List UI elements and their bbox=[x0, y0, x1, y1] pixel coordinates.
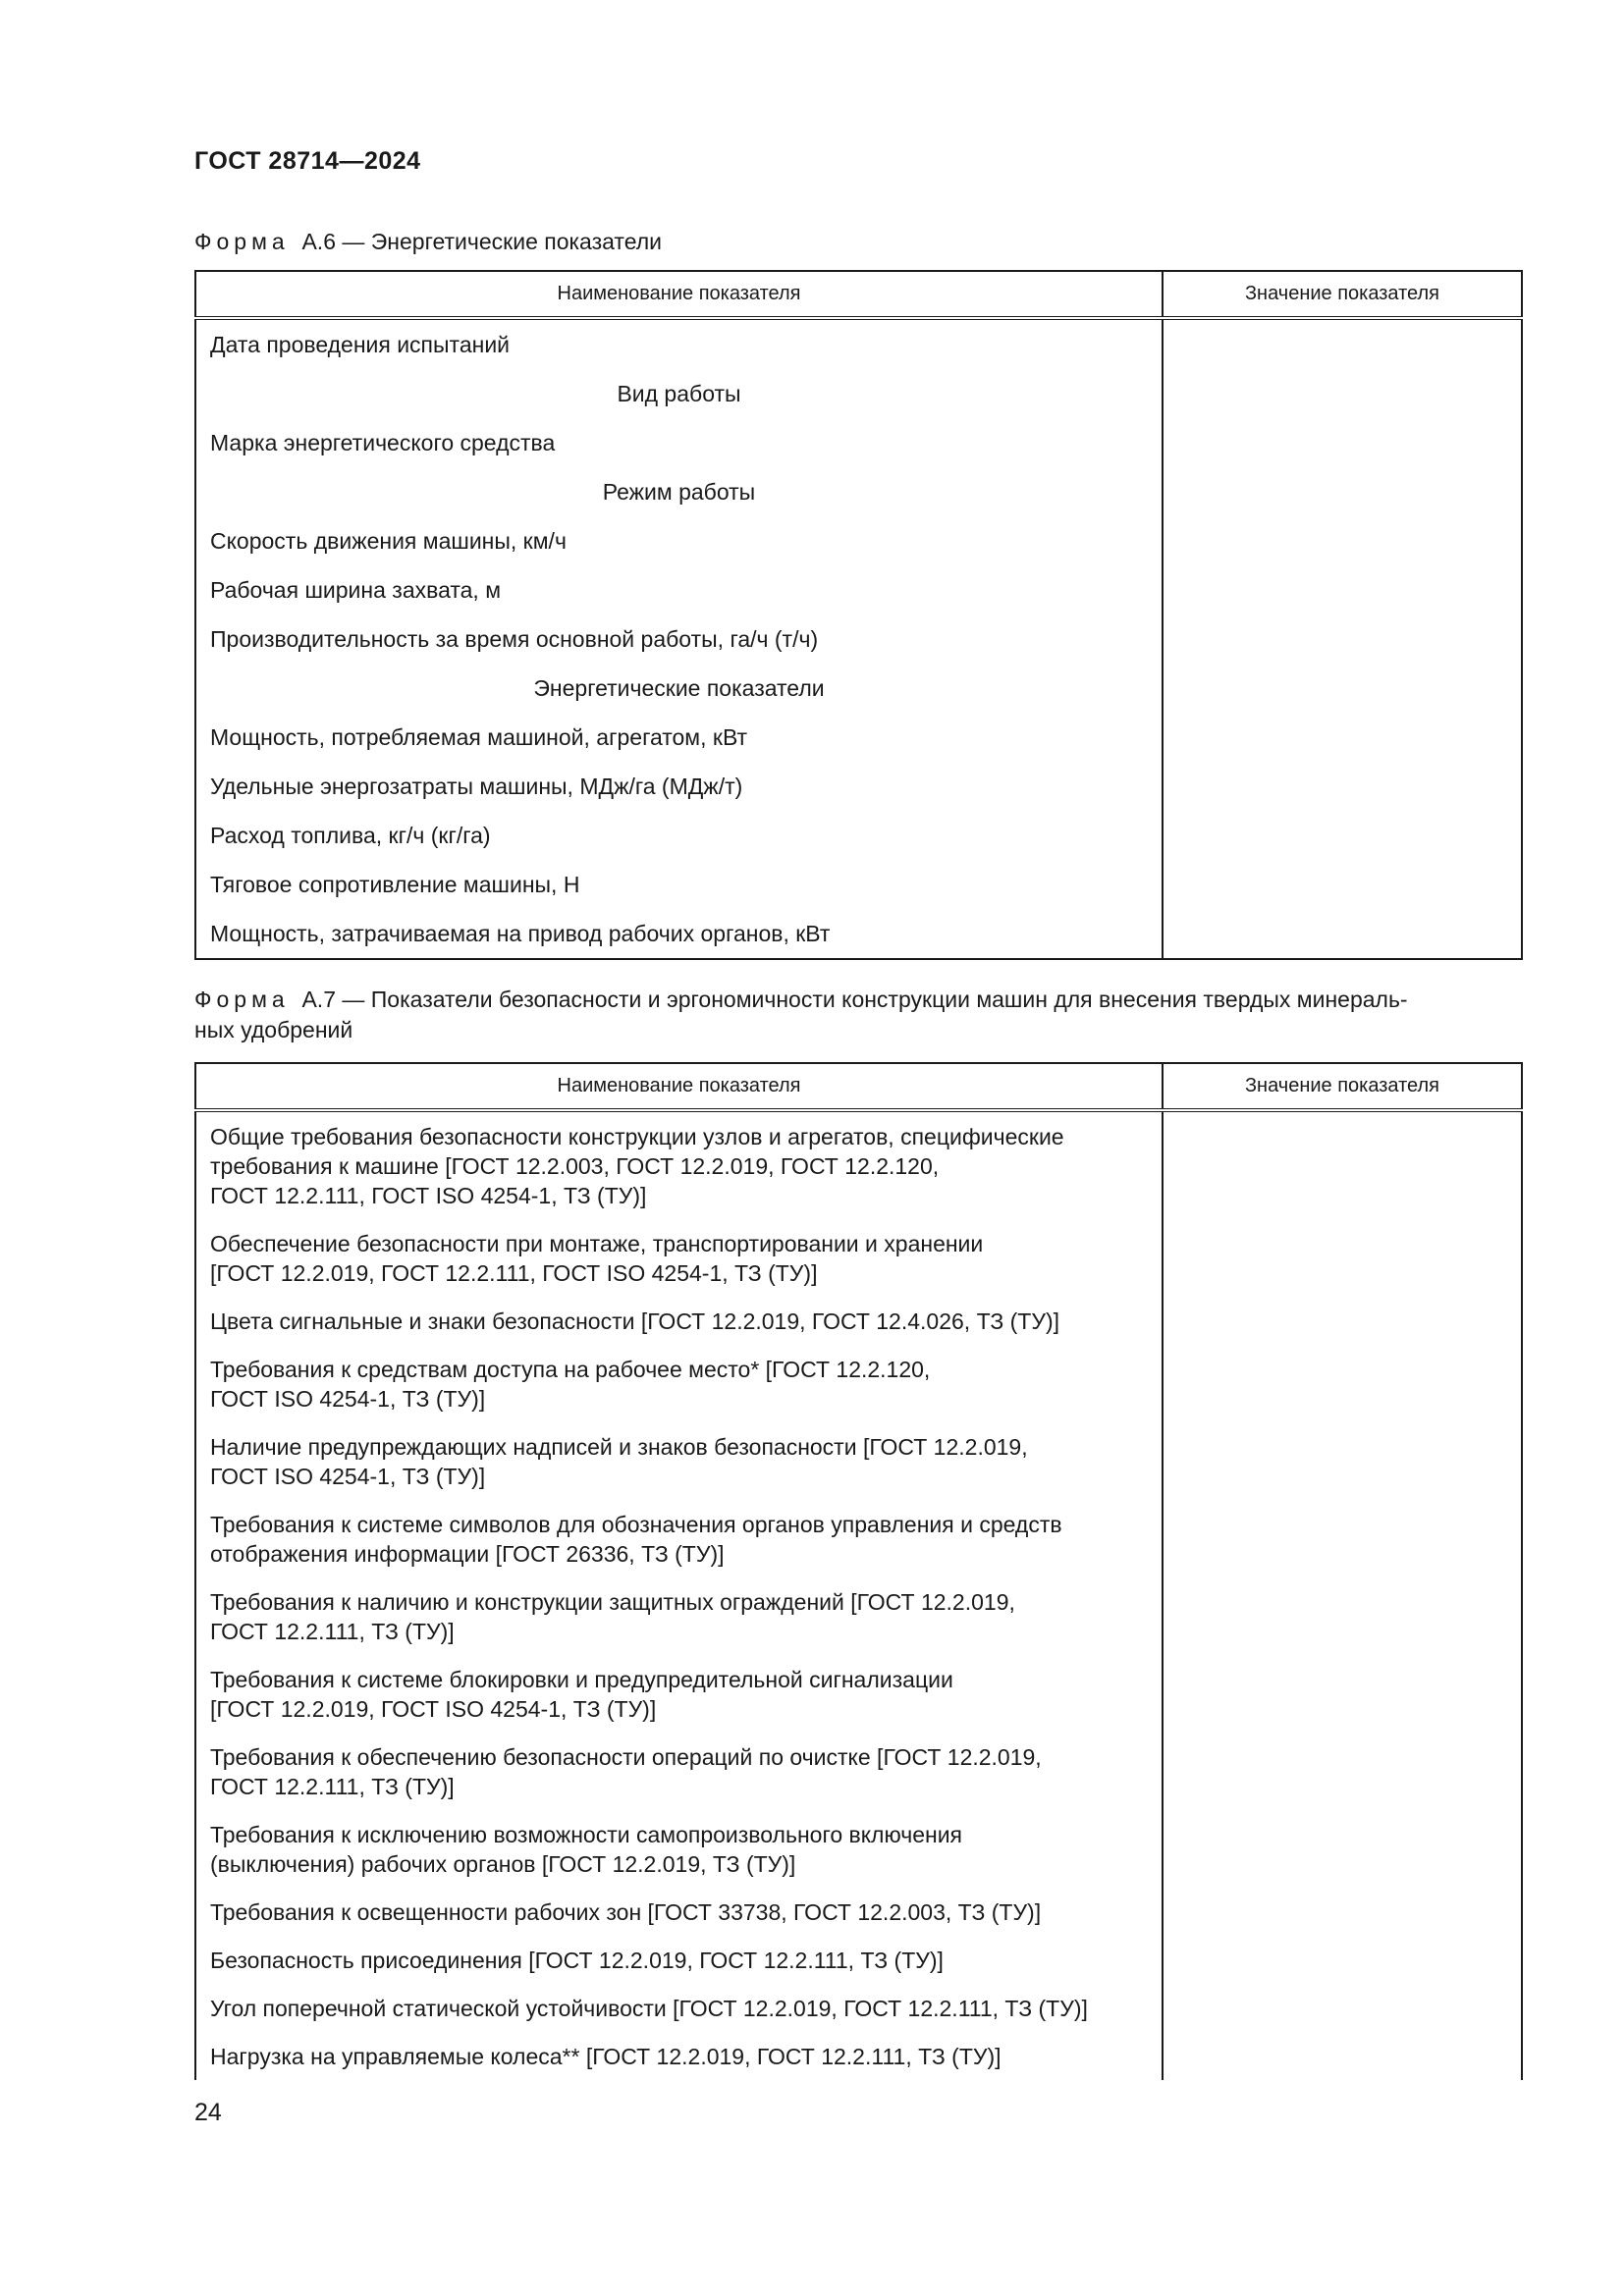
table-row bbox=[195, 1110, 1522, 1219]
indicator-value bbox=[1163, 1888, 1522, 1936]
indicator-line: Наличие предупреждающих надписей и знаков безопасности [ГОСТ 12.2.019, bbox=[210, 1434, 1028, 1460]
indicator-line: Нагрузка на управляемые колеса** [ГОСТ 12.2.019, ГОСТ 12.2.111, ТЗ (ТУ)] bbox=[210, 2044, 1001, 2069]
indicator-line: Требования к средствам доступа на рабочее место* [ГОСТ 12.2.120, bbox=[210, 1357, 931, 1382]
table-row bbox=[195, 418, 1522, 467]
indicator-name: Расход топлива, кг/ч (кг/га) bbox=[195, 811, 1163, 860]
indicator-line: ГОСТ ISO 4254-1, ТЗ (ТУ)] bbox=[210, 1386, 486, 1412]
table-header-row bbox=[195, 271, 1522, 318]
indicator-name: Рабочая ширина захвата, м bbox=[195, 565, 1163, 614]
indicator-value bbox=[1163, 1936, 1522, 1984]
column-header-value: Значение показателя bbox=[1163, 271, 1522, 318]
indicator-value bbox=[1163, 1422, 1522, 1500]
indicator-line: Требования к исключению возможности самопроизвольного включения bbox=[210, 1822, 962, 1847]
form-label: Форма bbox=[194, 229, 290, 254]
form-a7-body bbox=[195, 1110, 1522, 2080]
indicator-name bbox=[195, 1577, 1163, 1655]
indicator-name: Дата проведения испытаний bbox=[195, 318, 1163, 369]
indicator-name bbox=[195, 1345, 1163, 1422]
indicator-value bbox=[1163, 713, 1522, 762]
indicator-name bbox=[195, 1984, 1163, 2032]
table-row bbox=[195, 860, 1522, 909]
table-row bbox=[195, 318, 1522, 369]
form-a7-table bbox=[194, 1062, 1523, 2080]
indicator-value bbox=[1163, 1110, 1522, 1219]
indicator-value bbox=[1163, 369, 1522, 418]
table-row bbox=[195, 1655, 1522, 1733]
indicator-value bbox=[1163, 1297, 1522, 1345]
form-a6-title: А.6 — Энергетические показатели bbox=[301, 229, 662, 254]
table-row bbox=[195, 1219, 1522, 1297]
indicator-name bbox=[195, 1888, 1163, 1936]
indicator-name bbox=[195, 1500, 1163, 1577]
indicator-name: Удельные энергозатраты машины, МДж/га (МДж/т) bbox=[195, 762, 1163, 811]
indicator-value bbox=[1163, 318, 1522, 369]
indicator-line: Требования к системе блокировки и предупредительной сигнализации bbox=[210, 1667, 953, 1692]
indicator-value bbox=[1163, 1984, 1522, 2032]
table-row bbox=[195, 1936, 1522, 1984]
indicator-line: отображения информации [ГОСТ 26336, ТЗ (ТУ)] bbox=[210, 1541, 725, 1567]
indicator-value bbox=[1163, 762, 1522, 811]
indicator-name: Тяговое сопротивление машины, Н bbox=[195, 860, 1163, 909]
table-row bbox=[195, 713, 1522, 762]
table-row bbox=[195, 664, 1522, 713]
indicator-line: (выключения) рабочих органов [ГОСТ 12.2.019, ТЗ (ТУ)] bbox=[210, 1851, 796, 1877]
indicator-name: Мощность, потребляемая машиной, агрегатом, кВт bbox=[195, 713, 1163, 762]
form-a6-body bbox=[195, 318, 1522, 959]
indicator-name bbox=[195, 1733, 1163, 1810]
indicator-value bbox=[1163, 1577, 1522, 1655]
indicator-name: Марка энергетического средства bbox=[195, 418, 1163, 467]
indicator-value bbox=[1163, 614, 1522, 664]
indicator-line: [ГОСТ 12.2.019, ГОСТ ISO 4254-1, ТЗ (ТУ)] bbox=[210, 1696, 657, 1722]
indicator-name bbox=[195, 1297, 1163, 1345]
table-row bbox=[195, 1577, 1522, 1655]
indicator-value bbox=[1163, 418, 1522, 467]
indicator-name bbox=[195, 1810, 1163, 1888]
form-label: Форма bbox=[194, 987, 290, 1012]
column-header-name: Наименование показателя bbox=[195, 1063, 1163, 1110]
form-a6-table bbox=[194, 270, 1523, 960]
column-header-value: Значение показателя bbox=[1163, 1063, 1522, 1110]
indicator-name: Скорость движения машины, км/ч bbox=[195, 516, 1163, 565]
indicator-value bbox=[1163, 1500, 1522, 1577]
indicator-line: ГОСТ 12.2.111, ГОСТ ISO 4254-1, ТЗ (ТУ)] bbox=[210, 1183, 647, 1208]
indicator-value bbox=[1163, 860, 1522, 909]
table-row bbox=[195, 1345, 1522, 1422]
indicator-line: [ГОСТ 12.2.019, ГОСТ 12.2.111, ГОСТ ISO 4254-1, ТЗ (ТУ)] bbox=[210, 1260, 818, 1286]
indicator-value bbox=[1163, 1219, 1522, 1297]
indicator-line: ГОСТ ISO 4254-1, ТЗ (ТУ)] bbox=[210, 1464, 486, 1489]
section-subheading: Энергетические показатели bbox=[195, 664, 1163, 713]
table-row bbox=[195, 1500, 1522, 1577]
section-subheading: Режим работы bbox=[195, 467, 1163, 516]
indicator-line: Требования к обеспечению безопасности операций по очистке [ГОСТ 12.2.019, bbox=[210, 1744, 1042, 1770]
indicator-value bbox=[1163, 565, 1522, 614]
table-row bbox=[195, 811, 1522, 860]
table-row bbox=[195, 1422, 1522, 1500]
table-row bbox=[195, 1733, 1522, 1810]
form-a7-caption bbox=[194, 985, 1520, 1045]
table-row bbox=[195, 909, 1522, 959]
indicator-line: ГОСТ 12.2.111, ТЗ (ТУ)] bbox=[210, 1619, 455, 1644]
indicator-value bbox=[1163, 1810, 1522, 1888]
form-a7-title-continued: ных удобрений bbox=[194, 1017, 353, 1042]
table-row bbox=[195, 369, 1522, 418]
indicator-line: Цвета сигнальные и знаки безопасности [ГОСТ 12.2.019, ГОСТ 12.4.026, ТЗ (ТУ)] bbox=[210, 1308, 1060, 1334]
table-row bbox=[195, 762, 1522, 811]
table-row bbox=[195, 1297, 1522, 1345]
indicator-value bbox=[1163, 516, 1522, 565]
indicator-name: Производительность за время основной работы, га/ч (т/ч) bbox=[195, 614, 1163, 664]
indicator-value bbox=[1163, 1733, 1522, 1810]
indicator-line: Требования к освещенности рабочих зон [ГОСТ 33738, ГОСТ 12.2.003, ТЗ (ТУ)] bbox=[210, 1899, 1042, 1925]
indicator-name bbox=[195, 1936, 1163, 1984]
section-subheading: Вид работы bbox=[195, 369, 1163, 418]
indicator-line: Угол поперечной статической устойчивости [ГОСТ 12.2.019, ГОСТ 12.2.111, ТЗ (ТУ)] bbox=[210, 1996, 1088, 2021]
indicator-line: ГОСТ 12.2.111, ТЗ (ТУ)] bbox=[210, 1774, 455, 1799]
table-row bbox=[195, 1888, 1522, 1936]
table-row bbox=[195, 2032, 1522, 2080]
table-header-row bbox=[195, 1063, 1522, 1110]
table-row bbox=[195, 467, 1522, 516]
column-header-name: Наименование показателя bbox=[195, 271, 1163, 318]
form-a7-title: А.7 — Показатели безопасности и эргономичности конструкции машин для внесения твердых минераль- bbox=[301, 987, 1408, 1012]
indicator-line: требования к машине [ГОСТ 12.2.003, ГОСТ 12.2.019, ГОСТ 12.2.120, bbox=[210, 1153, 940, 1179]
table-row bbox=[195, 1984, 1522, 2032]
indicator-name: Мощность, затрачиваемая на привод рабочих органов, кВт bbox=[195, 909, 1163, 959]
indicator-line: Обеспечение безопасности при монтаже, транспортировании и хранении bbox=[210, 1231, 984, 1256]
indicator-value bbox=[1163, 1345, 1522, 1422]
table-row bbox=[195, 565, 1522, 614]
indicator-line: Общие требования безопасности конструкции узлов и агрегатов, специфические bbox=[210, 1124, 1064, 1149]
page-number: 24 bbox=[194, 2099, 222, 2126]
table-row bbox=[195, 614, 1522, 664]
indicator-name bbox=[195, 1219, 1163, 1297]
document-id: ГОСТ 28714—2024 bbox=[194, 147, 421, 175]
table-row bbox=[195, 1810, 1522, 1888]
indicator-line: Требования к системе символов для обозначения органов управления и средств bbox=[210, 1512, 1062, 1537]
form-a6-caption bbox=[194, 227, 1520, 257]
indicator-value bbox=[1163, 2032, 1522, 2080]
indicator-value bbox=[1163, 909, 1522, 959]
indicator-value bbox=[1163, 664, 1522, 713]
indicator-name bbox=[195, 1110, 1163, 1219]
indicator-name bbox=[195, 2032, 1163, 2080]
indicator-value bbox=[1163, 1655, 1522, 1733]
indicator-name bbox=[195, 1655, 1163, 1733]
indicator-line: Безопасность присоединения [ГОСТ 12.2.019, ГОСТ 12.2.111, ТЗ (ТУ)] bbox=[210, 1948, 944, 1973]
indicator-name bbox=[195, 1422, 1163, 1500]
indicator-line: Требования к наличию и конструкции защитных ограждений [ГОСТ 12.2.019, bbox=[210, 1589, 1015, 1615]
indicator-value bbox=[1163, 811, 1522, 860]
table-row bbox=[195, 516, 1522, 565]
indicator-value bbox=[1163, 467, 1522, 516]
